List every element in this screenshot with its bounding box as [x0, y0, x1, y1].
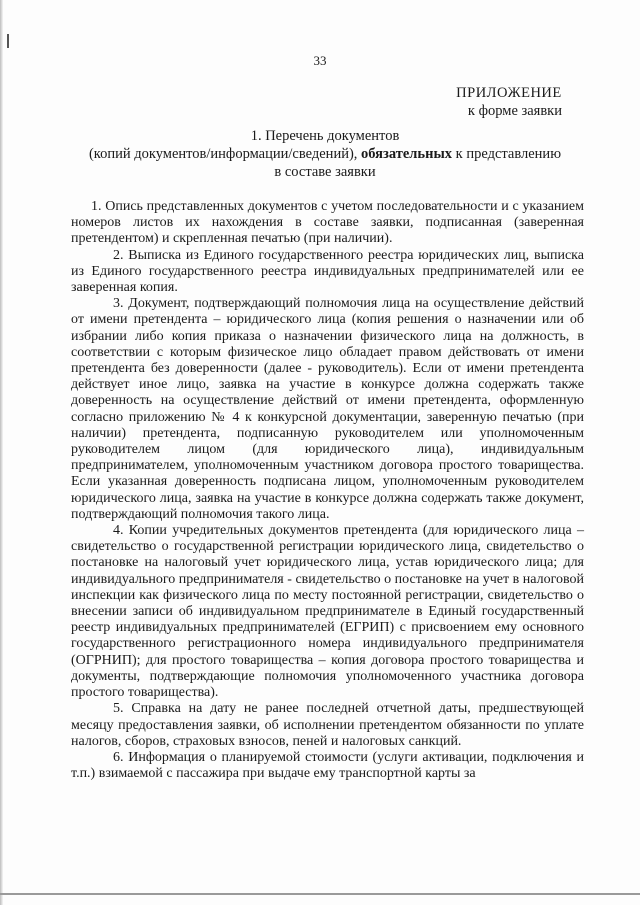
scan-left-edge [0, 0, 3, 905]
list-item-3: 3. Документ, подтверждающий полномочия лица на осуществление действий от имени претендента – юридического лица (копия решения о назначении или об избрании либо копия приказа о назначении физического лица на должность, в соответствии с которым физическое лицо обладает правом действовать от имени претендента без доверенности (далее - руководитель). Если от имени претендента действует иное лицо, заявка на участие в конкурсе должна содержать также доверенность на осуществление действий от имени претендента, оформленную согласно приложению № 4 к конкурсной документации, заверенную печатью (при наличии) претендента, подписанную руководителем или уполномоченным руководителем лицом (для юридического лица), индивидуальным предпринимателем, уполномоченным участником договора простого товарищества. Если указанная доверенность подписана лицом, уполномоченным руководителем юридического лица, заявка на участие в конкурсе должна содержать также документ, подтверждающий полномочия такого лица. [71, 296, 584, 522]
scan-mark [7, 34, 13, 48]
appendix-title: ПРИЛОЖЕНИЕ [456, 85, 562, 101]
heading-line-1: 1. Перечень документов [250, 128, 400, 144]
document-heading [60, 127, 590, 181]
heading-line-2-suffix: к представлению [455, 146, 562, 162]
heading-line-2-bold: обязательных [361, 146, 453, 162]
document-list [71, 199, 584, 782]
list-item-6: 6. Информация о планируемой стоимости (услуги активации, подключения и т.п.) взимаемой с пассажира при выдаче ему транспортной карты за [71, 749, 584, 782]
heading-line-3: в составе заявки [274, 164, 376, 180]
list-item-5: 5. Справка на дату не ранее последней отчетной даты, предшествующей месяцу предоставления заявки, об исполнении претендентом обязанности по уплате налогов, сборов, страховых взносов, пеней и налоговых санкций. [71, 701, 584, 749]
page-number: 33 [313, 53, 327, 68]
appendix-subtitle: к форме заявки [467, 103, 562, 119]
heading-line-2 [60, 145, 590, 163]
scan-bottom-edge [0, 893, 640, 895]
list-item-1: 1. Опись представленных документов с учетом последовательности и с указанием номеров листов их нахождения в составе заявки, подписанная (заверенная претендентом) и скрепленная печатью (при наличии). [71, 199, 584, 247]
appendix-header [456, 84, 562, 120]
list-item-4: 4. Копии учредительных документов претендента (для юридического лица – свидетельство о государственной регистрации юридического лица, свидетельство о постановке на налоговый учет юридического лица, устав юридического лица; для индивидуального предпринимателя - свидетельство о постановке на учет в налоговой инспекции как физического лица по месту постоянной регистрации, свидетельство о внесении записи об индивидуальном предпринимателе в Единый государственный реестр индивидуальных предпринимателей (ЕГРИП) с присвоением ему основного государственного регистрационного номера индивидуального предпринимателя (ОГРНИП); для простого товарищества – копия договора простого товарищества и документы, подтверждающие полномочия уполномоченного участника договора простого товарищества). [71, 523, 584, 701]
heading-line-2-prefix: (копий документов/информации/сведений), [88, 146, 358, 162]
list-item-2: 2. Выписка из Единого государственного реестра юридических лиц, выписка из Единого государственного реестра индивидуальных предпринимателей или ее заверенная копия. [71, 247, 584, 296]
